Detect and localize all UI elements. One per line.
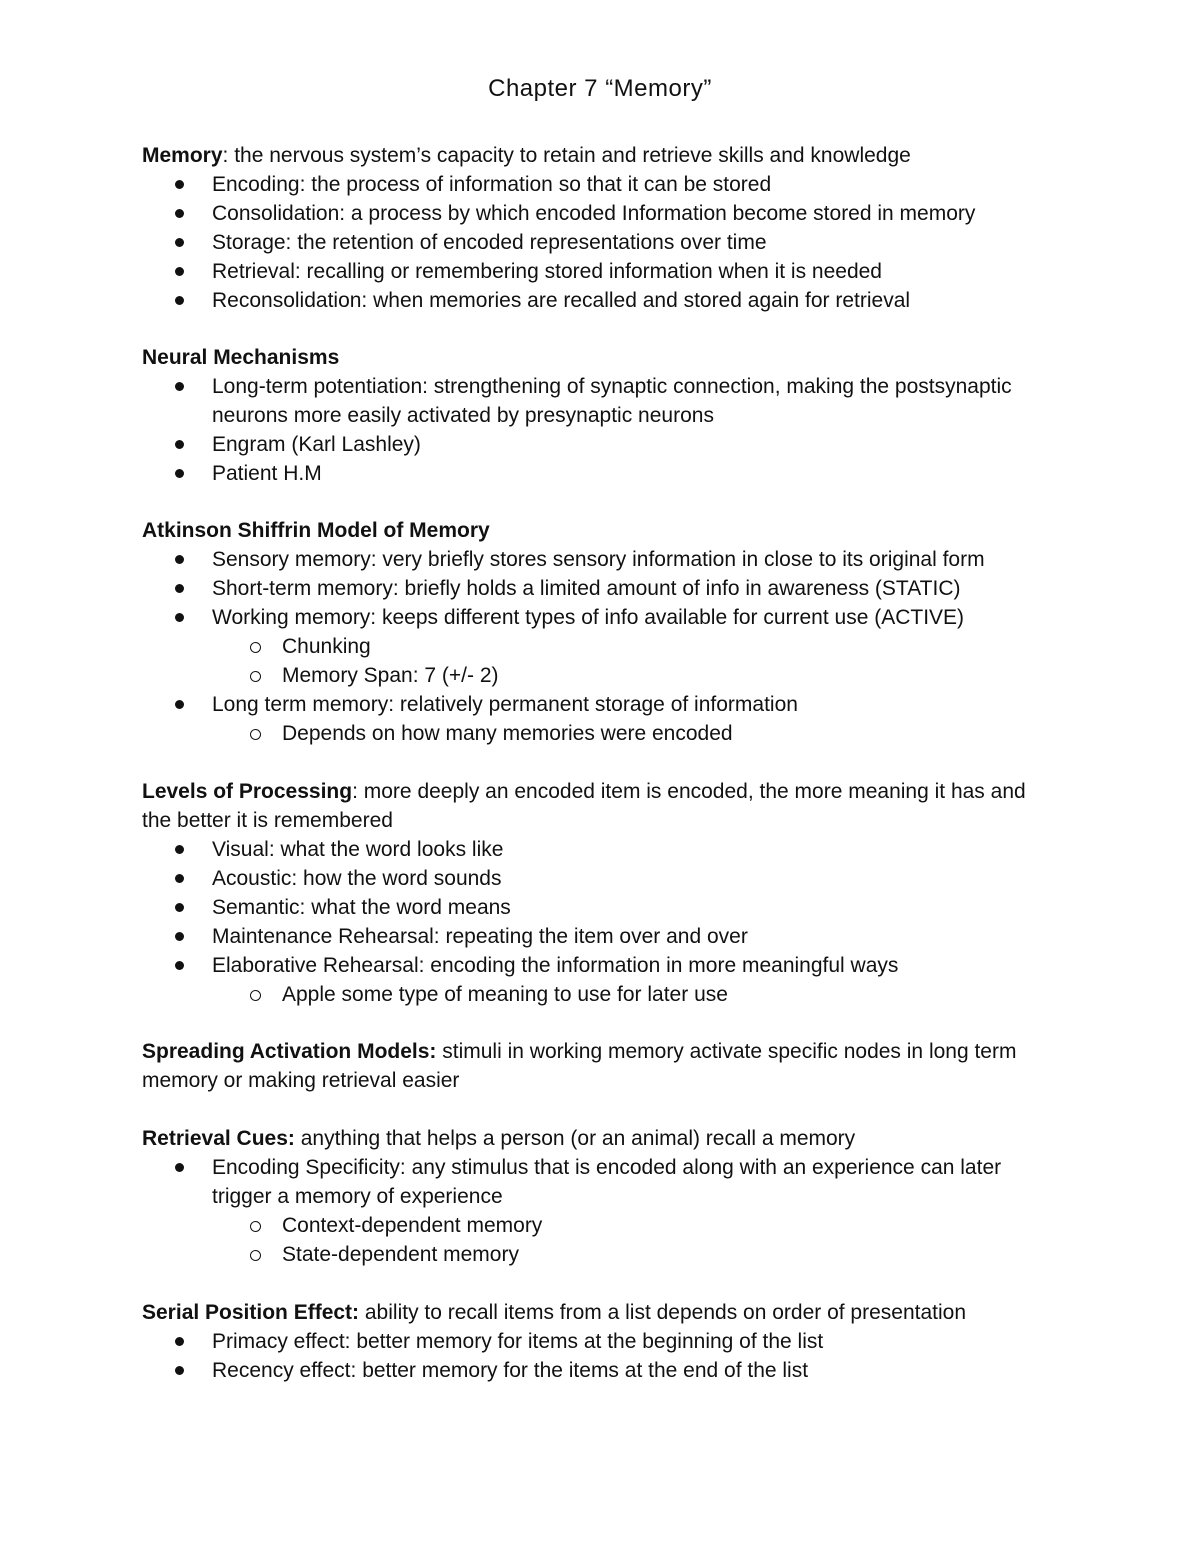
list-item: Encoding: the process of information so that it can be stored xyxy=(142,170,1042,199)
section-definition: : more deeply an encoded item is encoded, the more meaning it has and the better it is remembered xyxy=(142,780,1026,832)
list-item-text: Encoding Specificity: any stimulus that is encoded along with an experience can later trigger a memory of experience xyxy=(212,1156,1002,1208)
section-neural-mechanisms xyxy=(142,343,1042,488)
section-definition: ability to recall items from a list depends on order of presentation xyxy=(359,1301,967,1324)
list-item: Visual: what the word looks like xyxy=(142,835,1042,864)
section-intro xyxy=(142,1298,1042,1327)
section-term: Atkinson Shiffrin Model of Memory xyxy=(142,519,490,542)
list-item: Reconsolidation: when memories are recalled and stored again for retrieval xyxy=(142,286,1042,315)
list-item: Engram (Karl Lashley) xyxy=(142,430,1042,459)
section-definition: stimuli in working memory activate specific nodes in long term memory or making retrieval easier xyxy=(142,1040,1017,1092)
sub-list-item: Chunking xyxy=(212,632,1042,661)
section-term: Memory xyxy=(142,144,223,167)
section-definition: : the nervous system’s capacity to retain and retrieve skills and knowledge xyxy=(222,144,911,167)
sub-list xyxy=(212,719,1042,748)
list-item: Retrieval: recalling or remembering stored information when it is needed xyxy=(142,257,1042,286)
section-atkinson-shiffrin xyxy=(142,516,1042,748)
sub-list xyxy=(212,632,1042,690)
list-item: Primacy effect: better memory for items at the beginning of the list xyxy=(142,1327,1042,1356)
sub-list-item: Depends on how many memories were encoded xyxy=(212,719,1042,748)
list-item: Sensory memory: very briefly stores sensory information in close to its original form xyxy=(142,545,1042,574)
section-memory xyxy=(142,141,1042,315)
section-term: Spreading Activation Models: xyxy=(142,1040,437,1063)
sub-list xyxy=(212,1211,1042,1269)
bullet-list xyxy=(142,835,1042,1009)
list-item xyxy=(142,951,1042,1009)
list-item xyxy=(142,1153,1042,1269)
bullet-list xyxy=(142,545,1042,748)
section-spreading-activation xyxy=(142,1037,1042,1095)
bullet-list xyxy=(142,372,1042,488)
section-intro xyxy=(142,343,1042,372)
list-item: Semantic: what the word means xyxy=(142,893,1042,922)
list-item-text: Long term memory: relatively permanent storage of information xyxy=(212,693,798,716)
list-item: Consolidation: a process by which encoded Information become stored in memory xyxy=(142,199,1042,228)
section-retrieval-cues xyxy=(142,1124,1042,1269)
list-item: Patient H.M xyxy=(142,459,1042,488)
list-item-text: Working memory: keeps different types of info available for current use (ACTIVE) xyxy=(212,606,965,629)
list-item-text: Elaborative Rehearsal: encoding the information in more meaningful ways xyxy=(212,954,899,977)
section-definition: anything that helps a person (or an animal) recall a memory xyxy=(294,1127,856,1150)
sub-list-item: Apple some type of meaning to use for later use xyxy=(212,980,1042,1009)
section-intro xyxy=(142,516,1042,545)
bullet-list xyxy=(142,170,1042,315)
sub-list-item: Memory Span: 7 (+/- 2) xyxy=(212,661,1042,690)
sub-list-item: State-dependent memory xyxy=(212,1240,1042,1269)
section-intro xyxy=(142,1037,1042,1095)
list-item xyxy=(142,603,1042,690)
section-serial-position-effect xyxy=(142,1298,1042,1385)
sub-list-item: Context-dependent memory xyxy=(212,1211,1042,1240)
list-item: Acoustic: how the word sounds xyxy=(142,864,1042,893)
section-term: Retrieval Cues: xyxy=(142,1127,295,1150)
list-item: Recency effect: better memory for the items at the end of the list xyxy=(142,1356,1042,1385)
section-term: Serial Position Effect: xyxy=(142,1301,360,1324)
list-item: Long-term potentiation: strengthening of synaptic connection, making the postsynaptic neurons more easily activated by presynaptic neurons xyxy=(142,372,1042,430)
list-item xyxy=(142,690,1042,748)
sub-list xyxy=(212,980,1042,1009)
page-title: Chapter 7 “Memory” xyxy=(488,75,712,102)
section-intro xyxy=(142,777,1042,835)
list-item: Maintenance Rehearsal: repeating the item over and over xyxy=(142,922,1042,951)
section-intro xyxy=(142,141,1042,170)
section-levels-of-processing xyxy=(142,777,1042,1009)
bullet-list xyxy=(142,1327,1042,1385)
section-term: Levels of Processing xyxy=(142,780,353,803)
section-intro xyxy=(142,1124,1042,1153)
section-term: Neural Mechanisms xyxy=(142,346,340,369)
list-item: Storage: the retention of encoded representations over time xyxy=(142,228,1042,257)
list-item: Short-term memory: briefly holds a limited amount of info in awareness (STATIC) xyxy=(142,574,1042,603)
bullet-list xyxy=(142,1153,1042,1269)
